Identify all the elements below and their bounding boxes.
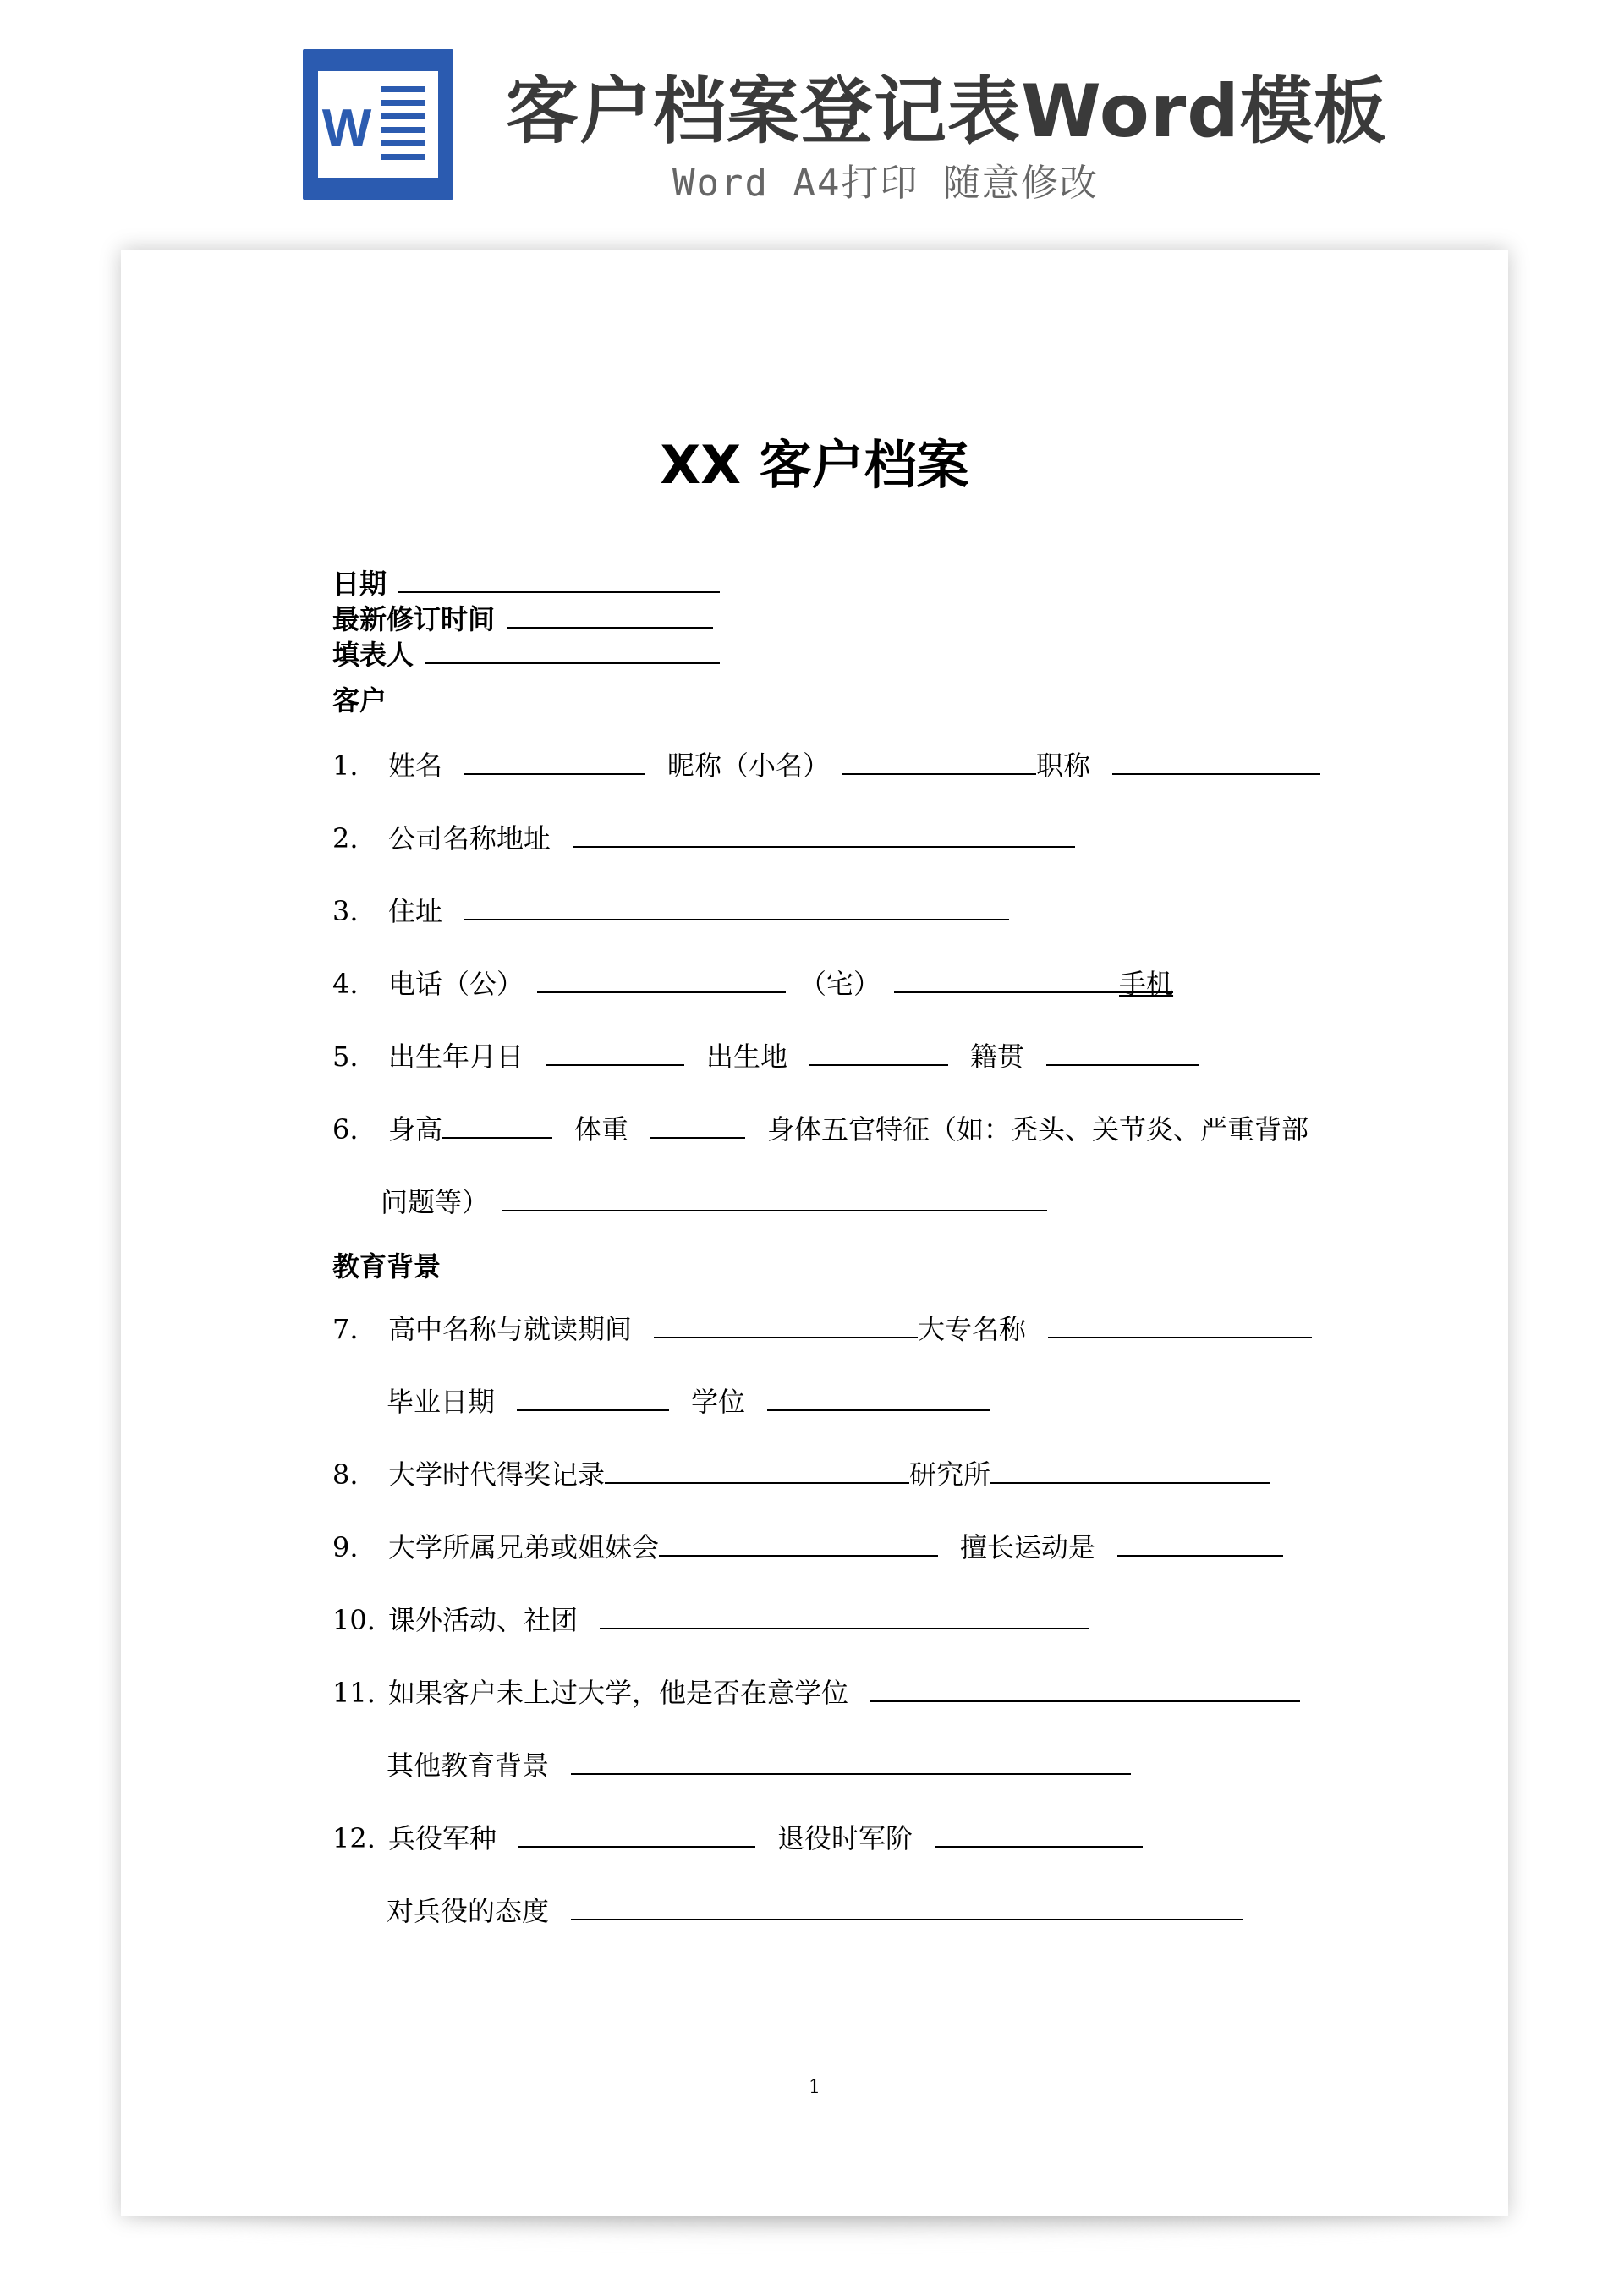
- military-rank-input-line[interactable]: [935, 1822, 1143, 1848]
- row-number: 9.: [332, 1531, 359, 1563]
- row-number: 11.: [332, 1677, 376, 1709]
- awards-label: 大学时代得奖记录: [388, 1458, 606, 1491]
- row-5: [332, 1035, 1199, 1074]
- filler-field: [332, 634, 720, 673]
- native-place-input-line[interactable]: [1046, 1041, 1199, 1066]
- revised-label: 最新修订时间: [332, 603, 496, 635]
- logo-letter: W: [321, 99, 372, 157]
- company-label: 公司名称地址: [388, 822, 551, 854]
- row-number: 6.: [332, 1113, 359, 1145]
- birthdate-label: 出生年月日: [388, 1041, 524, 1073]
- military-attitude-input-line[interactable]: [571, 1895, 1243, 1920]
- features-label: 身体五官特征（如：秃头、关节炎、严重背部: [767, 1113, 1309, 1145]
- fraternity-label: 大学所属兄弟或姐妹会: [388, 1531, 660, 1563]
- row-12: [332, 1817, 1143, 1856]
- sports-input-line[interactable]: [1117, 1531, 1283, 1557]
- height-input-line[interactable]: [442, 1113, 552, 1139]
- birthplace-label: 出生地: [706, 1041, 788, 1073]
- degree-input-line[interactable]: [767, 1386, 990, 1411]
- address-label: 住址: [388, 895, 443, 927]
- office-phone-input-line[interactable]: [537, 968, 786, 993]
- revised-field: [332, 598, 713, 637]
- row-12-continued: [387, 1890, 1243, 1929]
- features-input-line[interactable]: [502, 1186, 1047, 1211]
- weight-input-line[interactable]: [650, 1113, 745, 1139]
- row-number: 4.: [332, 968, 359, 1000]
- other-education-input-line[interactable]: [571, 1749, 1131, 1775]
- graduation-date-label: 毕业日期: [387, 1386, 496, 1418]
- row-number: 7.: [332, 1313, 359, 1345]
- birthplace-input-line[interactable]: [809, 1041, 948, 1066]
- page-number: 1: [809, 2077, 820, 2098]
- birthdate-input-line[interactable]: [546, 1041, 684, 1066]
- degree-label: 学位: [691, 1386, 746, 1418]
- military-branch-input-line[interactable]: [518, 1822, 755, 1848]
- job-title-label: 职称: [1036, 750, 1091, 782]
- date-input-line[interactable]: [398, 566, 720, 593]
- activities-label: 课外活动、社团: [388, 1604, 579, 1636]
- row-4: [332, 963, 1173, 1002]
- row-6-continued: [381, 1181, 1047, 1220]
- row-number: 10.: [332, 1604, 376, 1636]
- degree-attitude-label: 如果客户未上过大学，他是否在意学位: [388, 1677, 849, 1709]
- other-education-label: 其他教育背景: [387, 1749, 550, 1782]
- row-6: [332, 1108, 1309, 1147]
- banner: [0, 0, 1624, 220]
- row-number: 2.: [332, 822, 359, 854]
- section-customer: 客户: [332, 684, 387, 717]
- banner-title: 客户档案登记表Word模板: [506, 69, 1387, 154]
- date-field: [332, 563, 720, 601]
- office-phone-label: 电话（公）: [388, 968, 524, 1000]
- filler-input-line[interactable]: [425, 637, 720, 664]
- military-rank-label: 退役时军阶: [777, 1822, 914, 1854]
- high-school-label: 高中名称与就读期间: [388, 1313, 633, 1345]
- nickname-input-line[interactable]: [842, 750, 1036, 775]
- college-input-line[interactable]: [1048, 1313, 1312, 1338]
- graduation-date-input-line[interactable]: [517, 1386, 669, 1411]
- row-11-continued: [387, 1744, 1131, 1783]
- row-2: [332, 817, 1075, 856]
- activities-input-line[interactable]: [600, 1604, 1089, 1629]
- row-8: [332, 1453, 1270, 1492]
- high-school-input-line[interactable]: [654, 1313, 918, 1338]
- row-7: [332, 1308, 1312, 1347]
- name-label: 姓名: [388, 750, 443, 782]
- banner-subtitle: Word A4打印 随意修改: [672, 162, 1099, 205]
- mobile-label: 手机: [1119, 968, 1174, 1000]
- college-label: 大专名称: [918, 1313, 1027, 1345]
- awards-input-line[interactable]: [605, 1458, 909, 1484]
- height-label: 身高: [388, 1113, 443, 1145]
- row-1: [332, 744, 1320, 783]
- row-number: 3.: [332, 895, 359, 927]
- word-logo-icon: [303, 49, 453, 200]
- filler-label: 填表人: [332, 639, 414, 671]
- section-education: 教育背景: [332, 1250, 442, 1283]
- features-label-cont: 问题等）: [381, 1186, 490, 1218]
- row-number: 12.: [332, 1822, 376, 1854]
- row-3: [332, 890, 1009, 929]
- row-number: 5.: [332, 1041, 359, 1073]
- company-input-line[interactable]: [573, 822, 1075, 848]
- address-input-line[interactable]: [464, 895, 1009, 920]
- military-attitude-label: 对兵役的态度: [387, 1895, 550, 1927]
- weight-label: 体重: [574, 1113, 629, 1145]
- row-10: [332, 1599, 1089, 1638]
- home-phone-label: （宅）: [799, 968, 881, 1000]
- job-title-input-line[interactable]: [1112, 750, 1320, 775]
- row-number: 1.: [332, 750, 359, 782]
- revised-input-line[interactable]: [507, 601, 713, 629]
- military-branch-label: 兵役军种: [388, 1822, 497, 1854]
- name-input-line[interactable]: [464, 750, 645, 775]
- graduate-school-label: 研究所: [909, 1458, 991, 1491]
- sports-label: 擅长运动是: [960, 1531, 1096, 1563]
- document-page: [121, 250, 1508, 2216]
- row-9: [332, 1526, 1283, 1565]
- nickname-label: 昵称（小名）: [667, 750, 831, 782]
- graduate-school-input-line[interactable]: [990, 1458, 1270, 1484]
- degree-attitude-input-line[interactable]: [870, 1677, 1300, 1702]
- row-11: [332, 1672, 1300, 1711]
- fraternity-input-line[interactable]: [659, 1531, 938, 1557]
- native-place-label: 籍贯: [970, 1041, 1025, 1073]
- date-label: 日期: [332, 568, 387, 600]
- row-7-continued: [387, 1381, 990, 1420]
- row-number: 8.: [332, 1458, 359, 1491]
- document-title: XX 客户档案: [660, 434, 969, 496]
